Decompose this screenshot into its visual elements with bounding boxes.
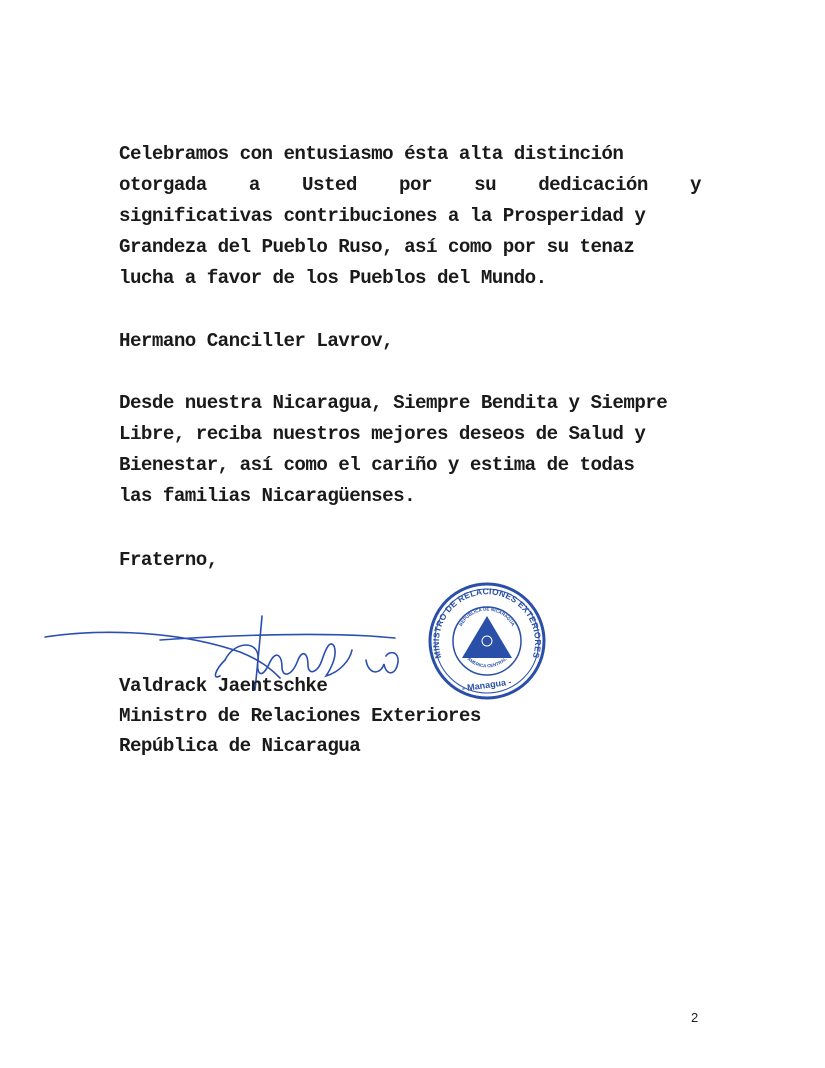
text-line: Fraterno, bbox=[119, 549, 218, 571]
svg-text:AMERICA CENTRAL: AMERICA CENTRAL bbox=[466, 656, 508, 669]
signer-title: Ministro de Relaciones Exteriores bbox=[119, 705, 481, 727]
text-line: significativas contribuciones a la Prosperidad y bbox=[119, 205, 646, 227]
text-line: Hermano Canciller Lavrov, bbox=[119, 330, 394, 352]
svg-text:MINISTRO DE RELACIONES EXTERIO: MINISTRO DE RELACIONES EXTERIORES bbox=[430, 586, 544, 660]
text-line: Libre, reciba nuestros mejores deseos de Salud y bbox=[119, 423, 646, 445]
text-line: las familias Nicaragüenses. bbox=[119, 485, 416, 507]
signature-block bbox=[119, 671, 481, 761]
signer-name: Valdrack Jaentschke bbox=[119, 675, 328, 697]
svg-text:REPUBLICA DE NICARAGUA: REPUBLICA DE NICARAGUA bbox=[458, 606, 516, 627]
text-line: Celebramos con entusiasmo ésta alta distinción bbox=[119, 143, 624, 165]
page-number: 2 bbox=[691, 1010, 699, 1025]
text-line: Desde nuestra Nicaragua, Siempre Bendita y Siempre bbox=[119, 392, 668, 414]
seal-city: - Managua - bbox=[461, 676, 513, 694]
text-line: Grandeza del Pueblo Ruso, así como por su tenaz bbox=[119, 236, 635, 258]
text-line: Bienestar, así como el cariño y estima de todas bbox=[119, 454, 635, 476]
signer-country: República de Nicaragua bbox=[119, 735, 361, 757]
text-line: otorgada a Usted por su dedicación y bbox=[119, 174, 701, 196]
text-line: lucha a favor de los Pueblos del Mundo. bbox=[119, 267, 547, 289]
